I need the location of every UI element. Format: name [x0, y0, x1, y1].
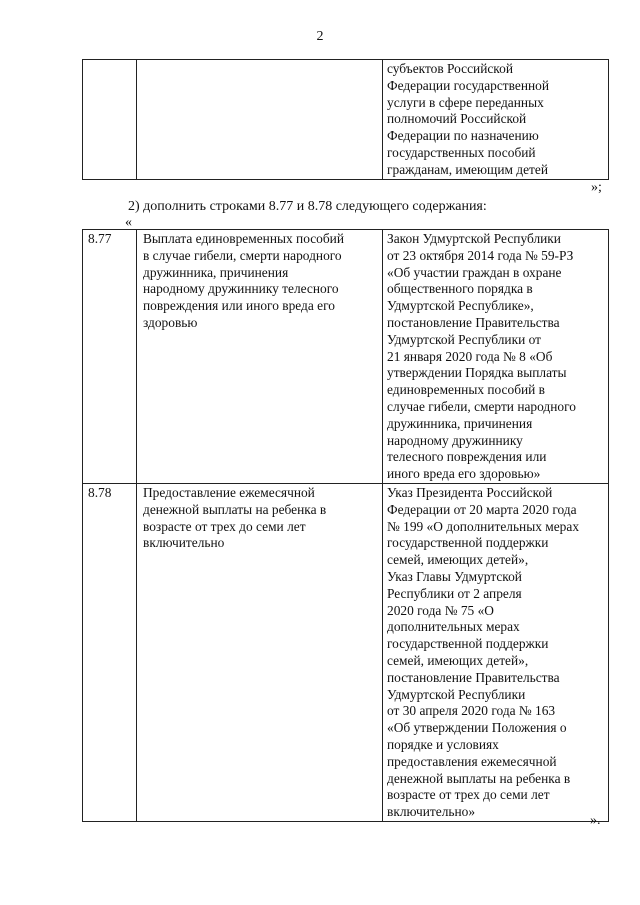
basis-cell: [383, 60, 609, 180]
basis-line: дополнительных мерах: [387, 619, 520, 635]
basis-line: народному дружиннику: [387, 432, 523, 448]
basis-line: государственных пособий: [387, 144, 536, 160]
basis-line: Закон Удмуртской Республики: [387, 231, 561, 246]
basis-line: Федерации государственной: [387, 77, 550, 93]
basis-line: субъектов Российской: [387, 61, 513, 76]
basis-line: утверждении Порядка выплаты: [387, 365, 567, 381]
service-line: народному дружиннику телесного: [143, 281, 339, 297]
service-line: возрасте от трех до семи лет: [143, 518, 306, 534]
basis-line: полномочий Российской: [387, 111, 527, 127]
basis-line: общественного порядка в: [387, 281, 533, 297]
service-line: Выплата единовременных пособий: [143, 231, 345, 246]
basis-line: 2020 года № 75 «О: [387, 602, 494, 618]
basis-line: дружинника, причинения: [387, 415, 533, 431]
service-cell: [137, 230, 383, 484]
service-line: повреждения или иного вреда его: [143, 298, 335, 314]
table-row: [83, 483, 609, 821]
table-row: [83, 230, 609, 484]
closing-quote-2: ».: [590, 813, 601, 828]
basis-line: «Об утверждении Положения о: [387, 720, 567, 736]
basis-line: возрасте от трех до семи лет: [387, 787, 550, 803]
number-cell: [83, 60, 137, 180]
table-row: [83, 60, 609, 180]
service-line: денежной выплаты на ребенка в: [143, 501, 327, 517]
basis-line: «Об участии граждан в охране: [387, 264, 562, 280]
basis-line: единовременных пособий в: [387, 382, 546, 398]
basis-cell: [383, 230, 609, 484]
amendment-instruction: 2) дополнить строками 8.77 и 8.78 следующего содержания:: [128, 199, 487, 214]
basis-line: Указ Президента Российской: [387, 484, 553, 500]
basis-line: Федерации по назначению: [387, 128, 539, 144]
basis-cell: [383, 483, 609, 821]
basis-line: семей, имеющих детей»,: [387, 552, 529, 568]
amendment-table: [82, 229, 609, 822]
basis-line: Указ Главы Удмуртской: [387, 568, 522, 584]
basis-line: иного вреда его здоровью»: [387, 466, 541, 482]
basis-line: порядке и условиях: [387, 736, 499, 752]
page-number: 2: [316, 29, 324, 44]
basis-line: от 30 апреля 2020 года № 163: [387, 703, 556, 719]
closing-quote-1: »;: [591, 180, 602, 195]
basis-line: телесного повреждения или: [387, 449, 547, 465]
service-line: дружинника, причинения: [143, 264, 289, 280]
basis-line: от 23 октября 2014 года № 59-РЗ: [387, 247, 574, 263]
basis-line: случае гибели, смерти народного: [387, 398, 576, 414]
basis-line: Федерации от 20 марта 2020 года: [387, 501, 577, 517]
service-line: включительно: [143, 535, 225, 551]
service-cell: [137, 483, 383, 821]
basis-line: государственной поддержки: [387, 535, 549, 551]
row-number-cell: 8.77: [83, 230, 137, 484]
basis-line: государственной поддержки: [387, 636, 549, 652]
basis-line: услуги в сфере переданных: [387, 94, 544, 110]
basis-line: Удмуртской Республики от: [387, 331, 541, 347]
basis-line: включительно»: [387, 804, 476, 820]
basis-line: Удмуртской Республике»,: [387, 298, 534, 314]
service-cell: [137, 60, 383, 180]
service-line: здоровью: [143, 314, 198, 330]
basis-line: гражданам, имеющим детей: [387, 161, 549, 177]
opening-quote: «: [125, 215, 132, 230]
basis-line: Республики от 2 апреля: [387, 585, 522, 601]
basis-line: № 199 «О дополнительных мерах: [387, 518, 580, 534]
basis-line: семей, имеющих детей»,: [387, 652, 529, 668]
basis-line: постановление Правительства: [387, 314, 560, 330]
row-number-cell: 8.78: [83, 483, 137, 821]
basis-line: предоставления ежемесячной: [387, 753, 557, 769]
top-table-fragment: [82, 59, 609, 180]
basis-line: постановление Правительства: [387, 669, 560, 685]
service-line: в случае гибели, смерти народного: [143, 247, 342, 263]
basis-line: денежной выплаты на ребенка в: [387, 770, 571, 786]
basis-line: Удмуртской Республики: [387, 686, 526, 702]
service-line: Предоставление ежемесячной: [143, 484, 315, 500]
basis-line: 21 января 2020 года № 8 «Об: [387, 348, 553, 364]
